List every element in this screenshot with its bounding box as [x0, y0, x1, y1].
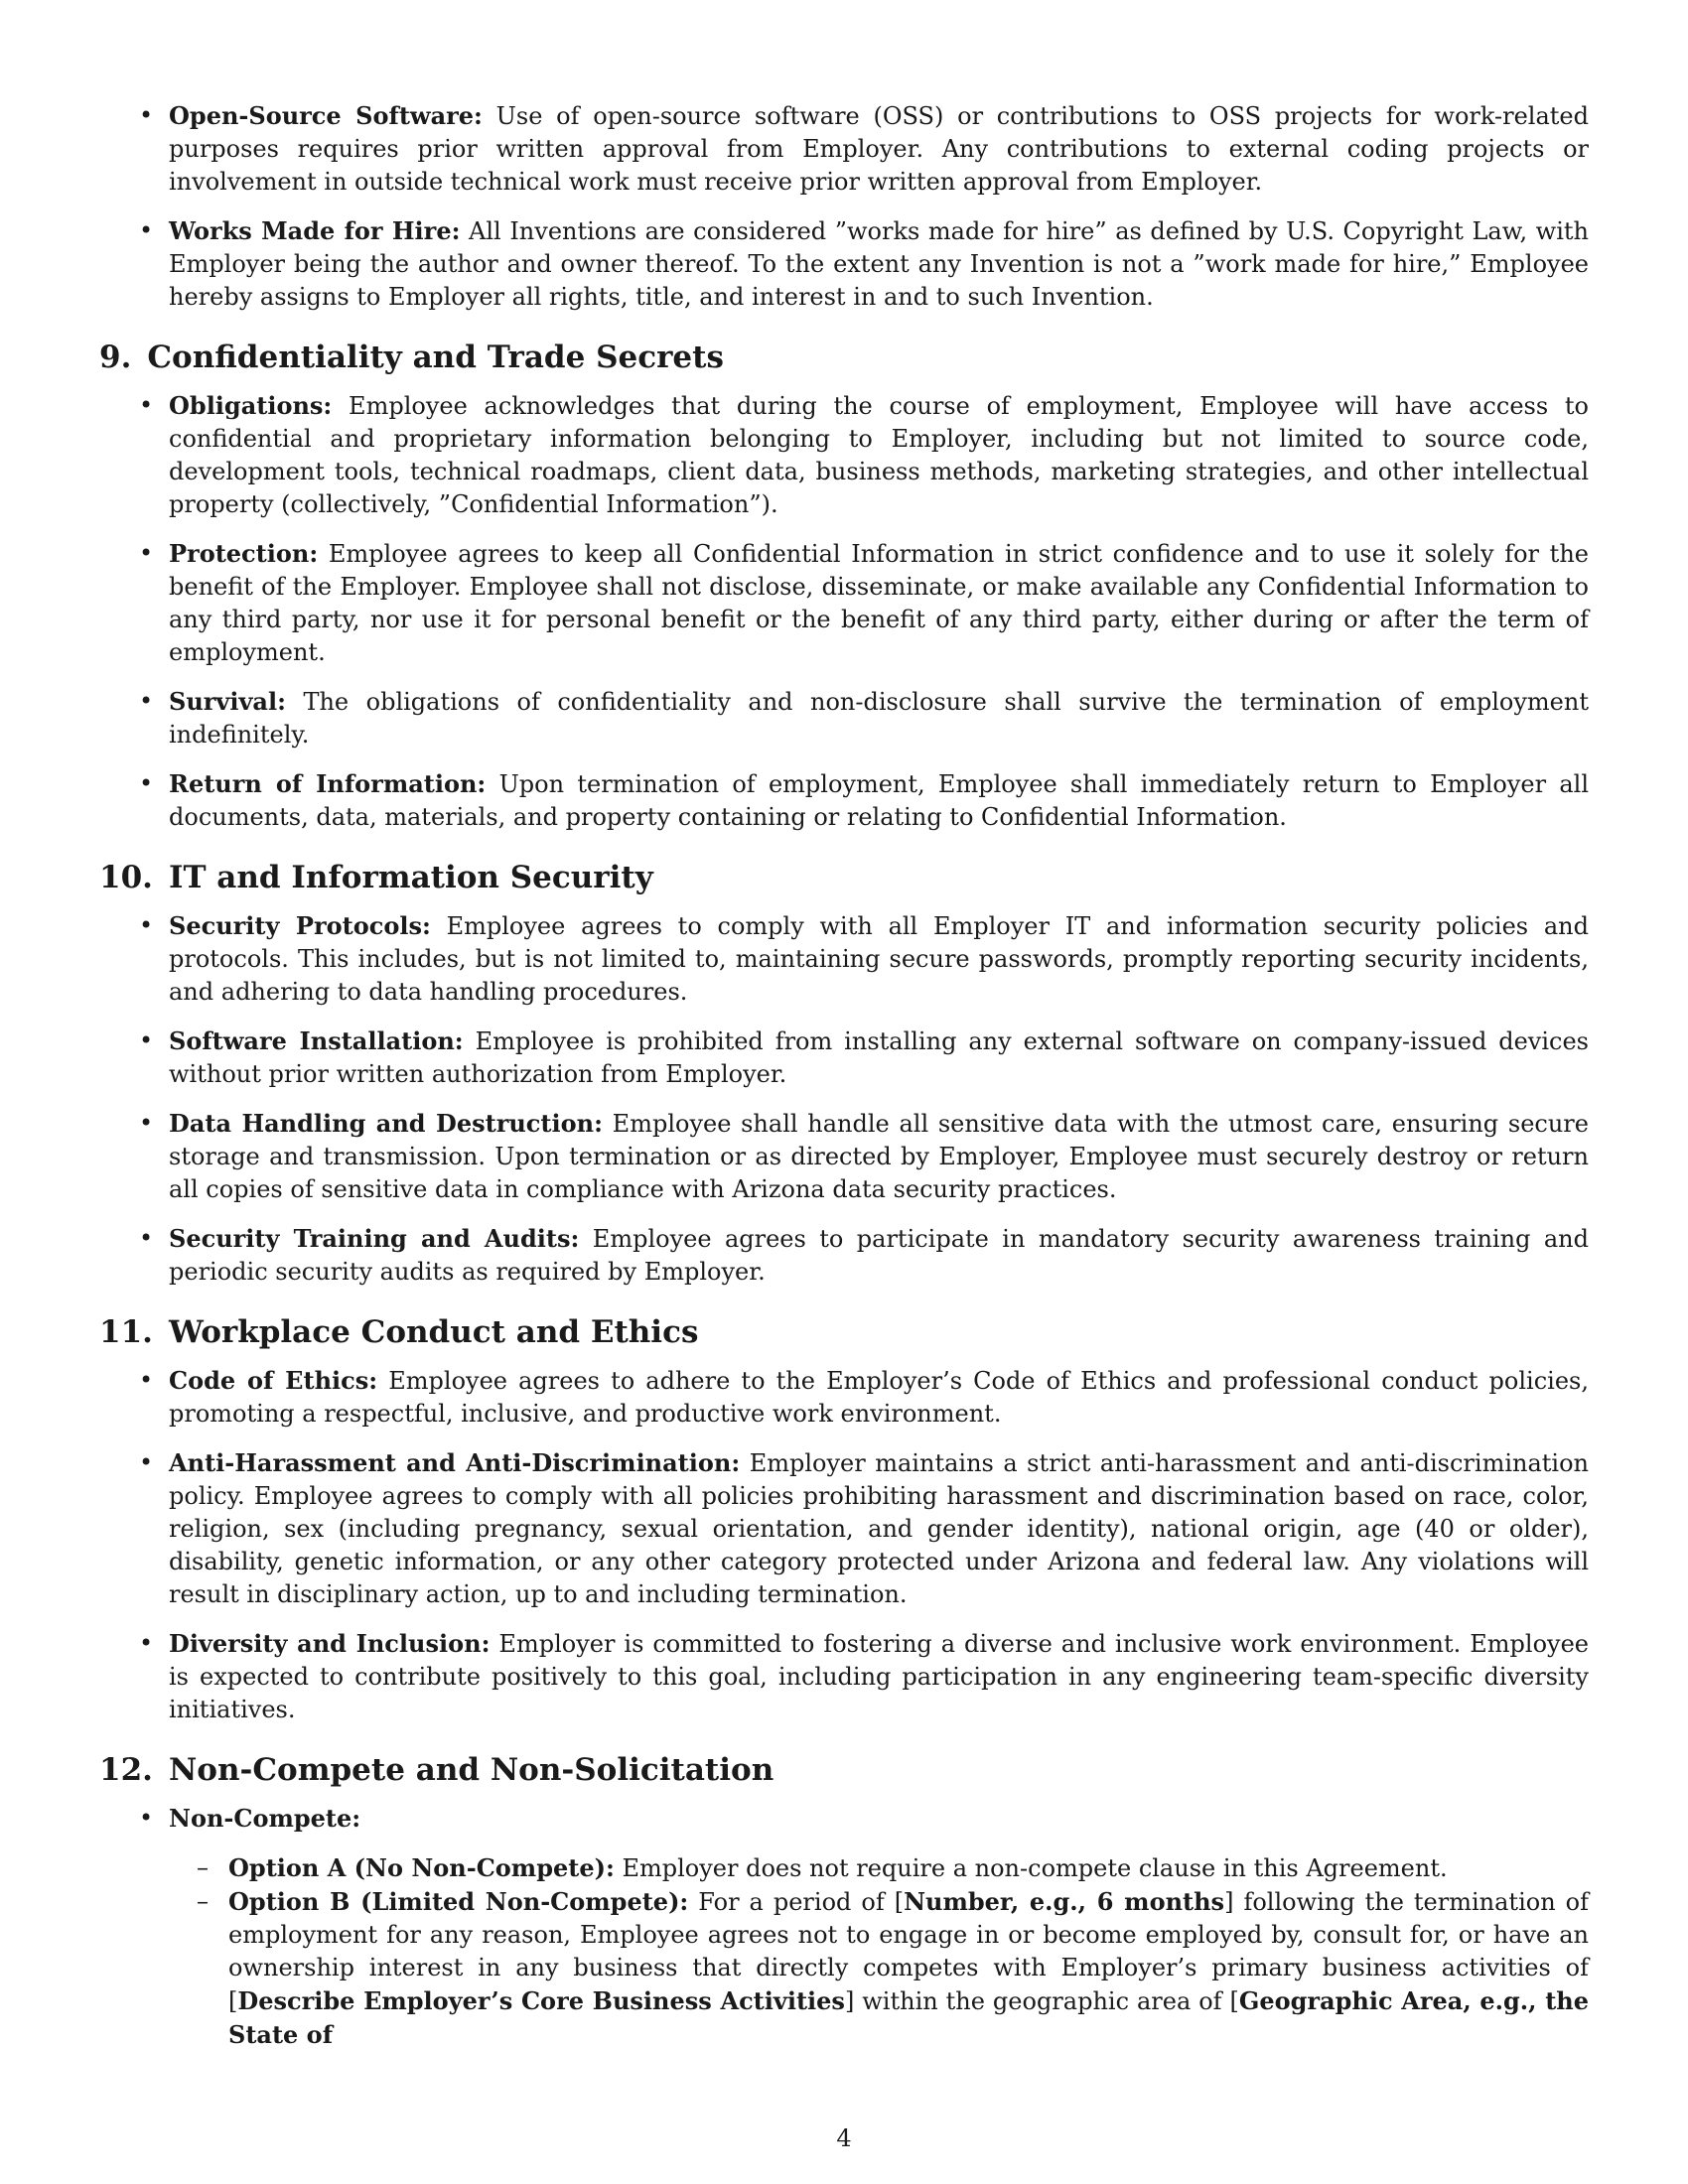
- section-number: 10.: [99, 860, 153, 895]
- list-item: [99, 99, 1589, 199]
- section-12-list: [99, 1802, 1589, 2052]
- list-item: [99, 1222, 1589, 1289]
- option-list: [169, 1851, 1589, 2052]
- item-text: Employer maintains a strict anti-harassment and anti-discrimination policy. Employee agrees to comply with all policies prohibiting harassment and discrimination based on race, color, religion, sex (including pregnancy, sexual orientation, and gender identity), national origin, age (40 or older), disability, genetic information, or any other category protected under Arizona and federal law. Any violations will result in disciplinary action, up to and including termination.: [169, 1449, 1590, 1608]
- option-term: Option A (No Non-Compete):: [228, 1853, 615, 1882]
- list-item: [99, 767, 1589, 834]
- item-text: The obligations of confidentiality and non-disclosure shall survive the termination of employment indefinitely.: [169, 688, 1589, 749]
- list-item: [99, 389, 1589, 521]
- item-text: Employee shall handle all sensitive data with the utmost care, ensuring secure storage and transmission. Upon termination or as directed by Employer, Employee must securely destroy or return all copies of sensitive data in compliance with Arizona data security practices.: [169, 1110, 1589, 1203]
- item-text: All Inventions are considered ”works made for hire” as defined by U.S. Copyright Law, with Employer being the author and owner thereof. To the extent any Invention is not a ”work made for hire,” Employee hereby assigns to Employer all rights, title, and interest in and to such Invention.: [169, 217, 1589, 311]
- list-item: [99, 685, 1589, 751]
- continued-bullet-list: [99, 99, 1589, 314]
- option-text: ] following the termination of employment for any reason, Employee agrees not to engage in or become employed by, consult for, or have an ownership interest in any business that directly competes with Employer’s primary business activities of [: [228, 1888, 1589, 2015]
- item-term: Obligations:: [169, 391, 333, 420]
- item-term: Works Made for Hire:: [169, 216, 461, 245]
- list-item: [99, 1107, 1589, 1206]
- item-text: Employee agrees to participate in mandatory security awareness training and periodic security audits as required by Employer.: [169, 1225, 1589, 1286]
- section-9-list: [99, 389, 1589, 834]
- section-heading-10: [99, 858, 1589, 897]
- item-term: Security Training and Audits:: [169, 1224, 580, 1253]
- placeholder-geographic-area: Geographic Area, e.g., the State of: [228, 1986, 1589, 2049]
- page-number: 4: [836, 2124, 852, 2152]
- document-page: [99, 99, 1589, 2068]
- item-term: Non-Compete:: [169, 1804, 361, 1833]
- item-text: Use of open-source software (OSS) or contributions to OSS projects for work-related purposes requires prior written approval from Employer. Any contributions to external coding projects or involvement in outside technical work must receive prior written approval from Employer.: [169, 102, 1589, 196]
- list-item: [99, 537, 1589, 669]
- item-text: Employee agrees to adhere to the Employer’s Code of Ethics and professional conduct policies, promoting a respectful, inclusive, and productive work environment.: [169, 1367, 1589, 1428]
- list-item: [99, 1364, 1589, 1431]
- list-item: [99, 909, 1589, 1009]
- section-heading-12: [99, 1750, 1589, 1790]
- list-item: [99, 1446, 1589, 1611]
- item-text: Employer is committed to fostering a diverse and inclusive work environment. Employee is expected to contribute positively to this goal, including participation in any engineering team-specific diversity initiatives.: [169, 1630, 1589, 1723]
- item-term: Survival:: [169, 687, 286, 716]
- section-title: Workplace Conduct and Ethics: [168, 1314, 699, 1350]
- item-term: Anti-Harassment and Anti-Discrimination:: [169, 1448, 741, 1477]
- item-term: Data Handling and Destruction:: [169, 1109, 603, 1138]
- section-heading-11: [99, 1312, 1589, 1352]
- section-title: Confidentiality and Trade Secrets: [147, 340, 724, 375]
- item-term: Protection:: [169, 539, 319, 568]
- list-item: [99, 1024, 1589, 1091]
- item-term: Open-Source Software:: [169, 101, 483, 130]
- section-number: 9.: [99, 340, 132, 375]
- option-text: ] within the geographic area of [: [844, 1987, 1239, 2015]
- item-term: Return of Information:: [169, 769, 487, 798]
- item-term: Diversity and Inclusion:: [169, 1629, 491, 1658]
- option-text: Employer does not require a non-compete clause in this Agreement.: [622, 1854, 1448, 1882]
- item-text: Employee agrees to comply with all Employer IT and information security policies and protocols. This includes, but is not limited to, maintaining secure passwords, promptly reporting security incidents, and adhering to data handling procedures.: [169, 912, 1589, 1006]
- option-term: Option B (Limited Non-Compete):: [228, 1887, 689, 1916]
- placeholder-business-activities: Describe Employer’s Core Business Activities: [237, 1986, 845, 2015]
- item-text: Upon termination of employment, Employee shall immediately return to Employer all documents, data, materials, and property containing or relating to Confidential Information.: [169, 770, 1589, 831]
- option-item-a: [169, 1851, 1589, 1885]
- item-text: Employee acknowledges that during the course of employment, Employee will have access to confidential and proprietary information belonging to Employer, including but not limited to source code, development tools, technical roadmaps, client data, business methods, marketing strategies, and other intellectual property (collectively, ”Confidential Information”).: [169, 392, 1589, 518]
- option-item-b: [169, 1885, 1589, 2052]
- list-item: [99, 1627, 1589, 1726]
- list-item: [99, 214, 1589, 314]
- item-text: Employee agrees to keep all Confidential Information in strict confidence and to use it solely for the benefit of the Employer. Employee shall not disclose, disseminate, or make available any Confidential Information to any third party, nor use it for personal benefit or the benefit of any third party, either during or after the term of employment.: [169, 540, 1589, 666]
- item-term: Software Installation:: [169, 1026, 464, 1055]
- option-text: For a period of [: [698, 1888, 905, 1916]
- section-number: 12.: [99, 1752, 153, 1788]
- section-10-list: [99, 909, 1589, 1289]
- section-title: IT and Information Security: [168, 860, 653, 895]
- section-number: 11.: [99, 1314, 153, 1350]
- section-11-list: [99, 1364, 1589, 1726]
- list-item: [99, 1802, 1589, 2052]
- section-heading-9: [99, 338, 1589, 377]
- item-text: Employee is prohibited from installing any external software on company-issued devices without prior written authorization from Employer.: [169, 1027, 1589, 1088]
- item-term: Code of Ethics:: [169, 1366, 378, 1395]
- section-title: Non-Compete and Non-Solicitation: [168, 1752, 774, 1788]
- item-term: Security Protocols:: [169, 911, 431, 940]
- placeholder-duration: Number, e.g., 6 months: [904, 1887, 1225, 1916]
